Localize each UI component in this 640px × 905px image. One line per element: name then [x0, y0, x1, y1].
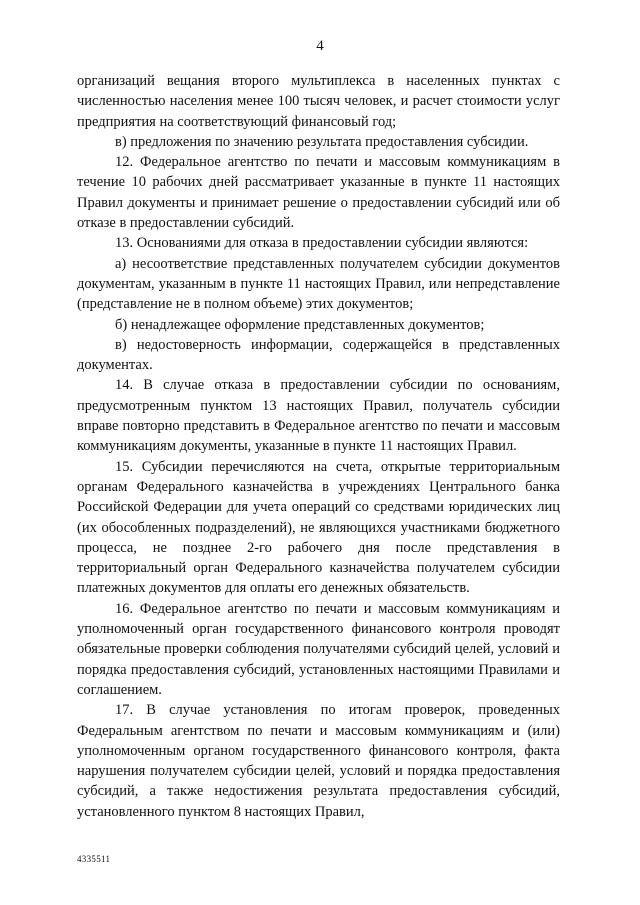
- paragraph-13-b: б) ненадлежащее оформление представленных документов;: [115, 316, 485, 333]
- paragraph-12: 12. Федеральное агентство по печати и массовым коммуникациям в течение 10 рабочих дней рассматривает указанные в пункте 11 настоящих Правил документы и принимает решение о предоставлении субсидий или об отказе в предоставлении субсидий.: [77, 154, 560, 232]
- paragraph-13-a: а) несоответствие представленных получателем субсидии документов документам, указанным в пункте 11 настоящих Правил, или непредставление (представление не в полном объеме) этих документов;: [77, 255, 560, 313]
- page-number: 4: [316, 38, 324, 54]
- paragraph-15: 15. Субсидии перечисляются на счета, открытые территориальным органам Федерального казначейства в учреждениях Центрального банка Российской Федерации для учета операций со средствами юридических лиц (их обособленных подразделений), не являющихся участниками бюджетного процесса, не позднее 2-го рабочего дня после представления в территориальный орган Федерального казначейства получателем субсидии платежных документов для оплаты его денежных обязательств.: [77, 458, 560, 597]
- paragraph-14: 14. В случае отказа в предоставлении субсидии по основаниям, предусмотренным пунктом 13 настоящих Правил, получатель субсидии вправе повторно представить в Федеральное агентство по печати и массовым коммуникациям документы, указанные в пункте 11 настоящих Правил.: [77, 377, 560, 455]
- paragraph-17: 17. В случае установления по итогам проверок, проведенных Федеральным агентством по печати и массовым коммуникациям и (или) уполномоченным органом государственного финансового контроля, факта нарушения получателем субсидии целей, условий и порядка предоставления субсидий, а также недостижения результата предоставления субсидий, установленного пунктом 8 настоящих Правил,: [77, 702, 560, 820]
- paragraph-item-v: в) предложения по значению результата предоставления субсидии.: [115, 133, 529, 150]
- paragraph-16: 16. Федеральное агентство по печати и массовым коммуникациям и уполномоченный орган государственного финансового контроля проводят обязательные проверки соблюдения получателями субсидий целей, условий и порядка предоставления субсидий, установленных настоящими Правилами и соглашением.: [77, 600, 560, 698]
- document-code: 4335511: [77, 854, 111, 864]
- paragraph-continuation: организаций вещания второго мультиплекса в населенных пунктах с численностью населения менее 100 тысяч человек, и расчет стоимости услуг предприятия на соответствующий финансовый год;: [77, 73, 560, 130]
- paragraph-13-v: в) недостоверность информации, содержащейся в представленных документах.: [77, 336, 560, 374]
- paragraph-13: 13. Основаниями для отказа в предоставлении субсидии являются:: [115, 235, 529, 252]
- document-body: [77, 71, 560, 822]
